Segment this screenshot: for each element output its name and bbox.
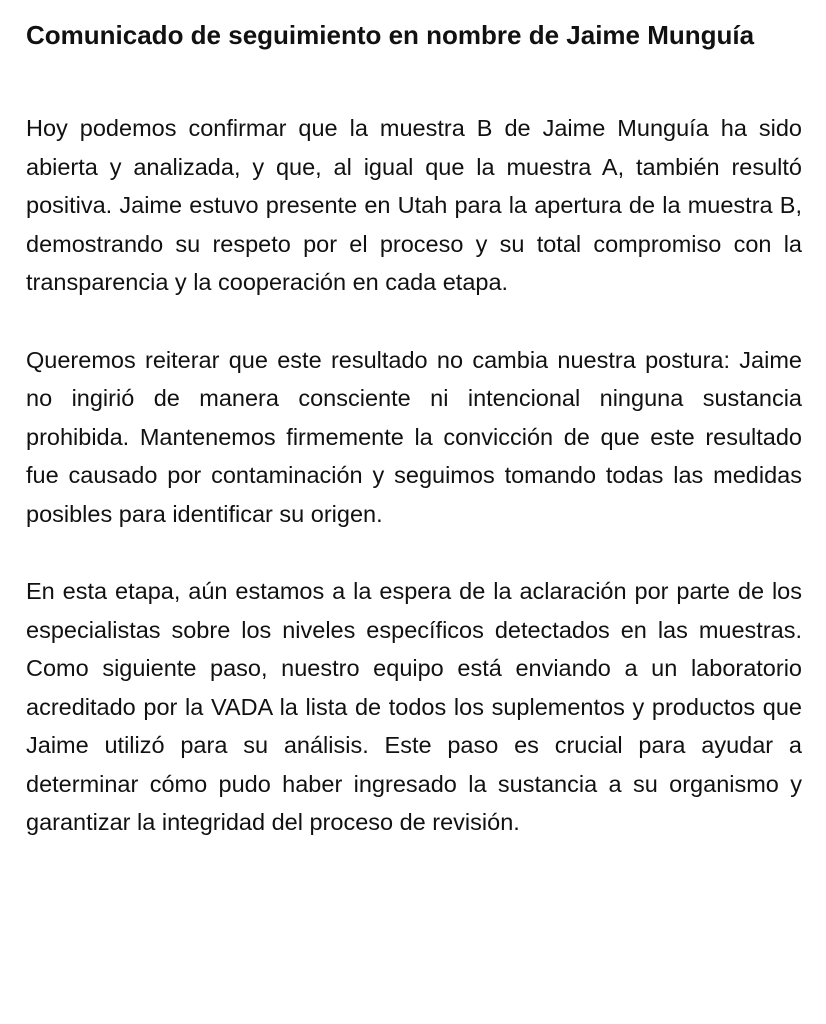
paragraph-sample-b-confirmation: Hoy podemos confirmar que la muestra B de Jaime Munguía ha sido abierta y analizada, y que, al igual que la muestra A, también resultó positiva. Jaime estuvo presente en Utah para la apertura de la muestra B, demostrando su respeto por el proceso y su total compromiso con la transparencia y la cooperación en cada etapa. [26, 115, 802, 295]
statement-document [26, 16, 802, 842]
document-title: Comunicado de seguimiento en nombre de Jaime Munguía [26, 20, 755, 50]
paragraph-position-statement: Queremos reiterar que este resultado no cambia nuestra postura: Jaime no ingirió de manera consciente ni intencional ninguna sustancia prohibida. Mantenemos firmemente la convicción de que este resultado fue causado por contaminación y seguimos tomando todas las medidas posibles para identificar su origen. [26, 346, 802, 527]
paragraph-next-steps: En esta etapa, aún estamos a la espera de la aclaración por parte de los especialistas sobre los niveles específicos detectados en las muestras. Como siguiente paso, nuestro equipo está enviando a un laboratorio acreditado por la VADA la lista de todos los suplementos y productos que Jaime utilizó para su análisis. Este paso es crucial para ayudar a determinar cómo pudo haber ingresado la sustancia a su organismo y garantizar la integridad del proceso de revisión. [26, 578, 802, 835]
